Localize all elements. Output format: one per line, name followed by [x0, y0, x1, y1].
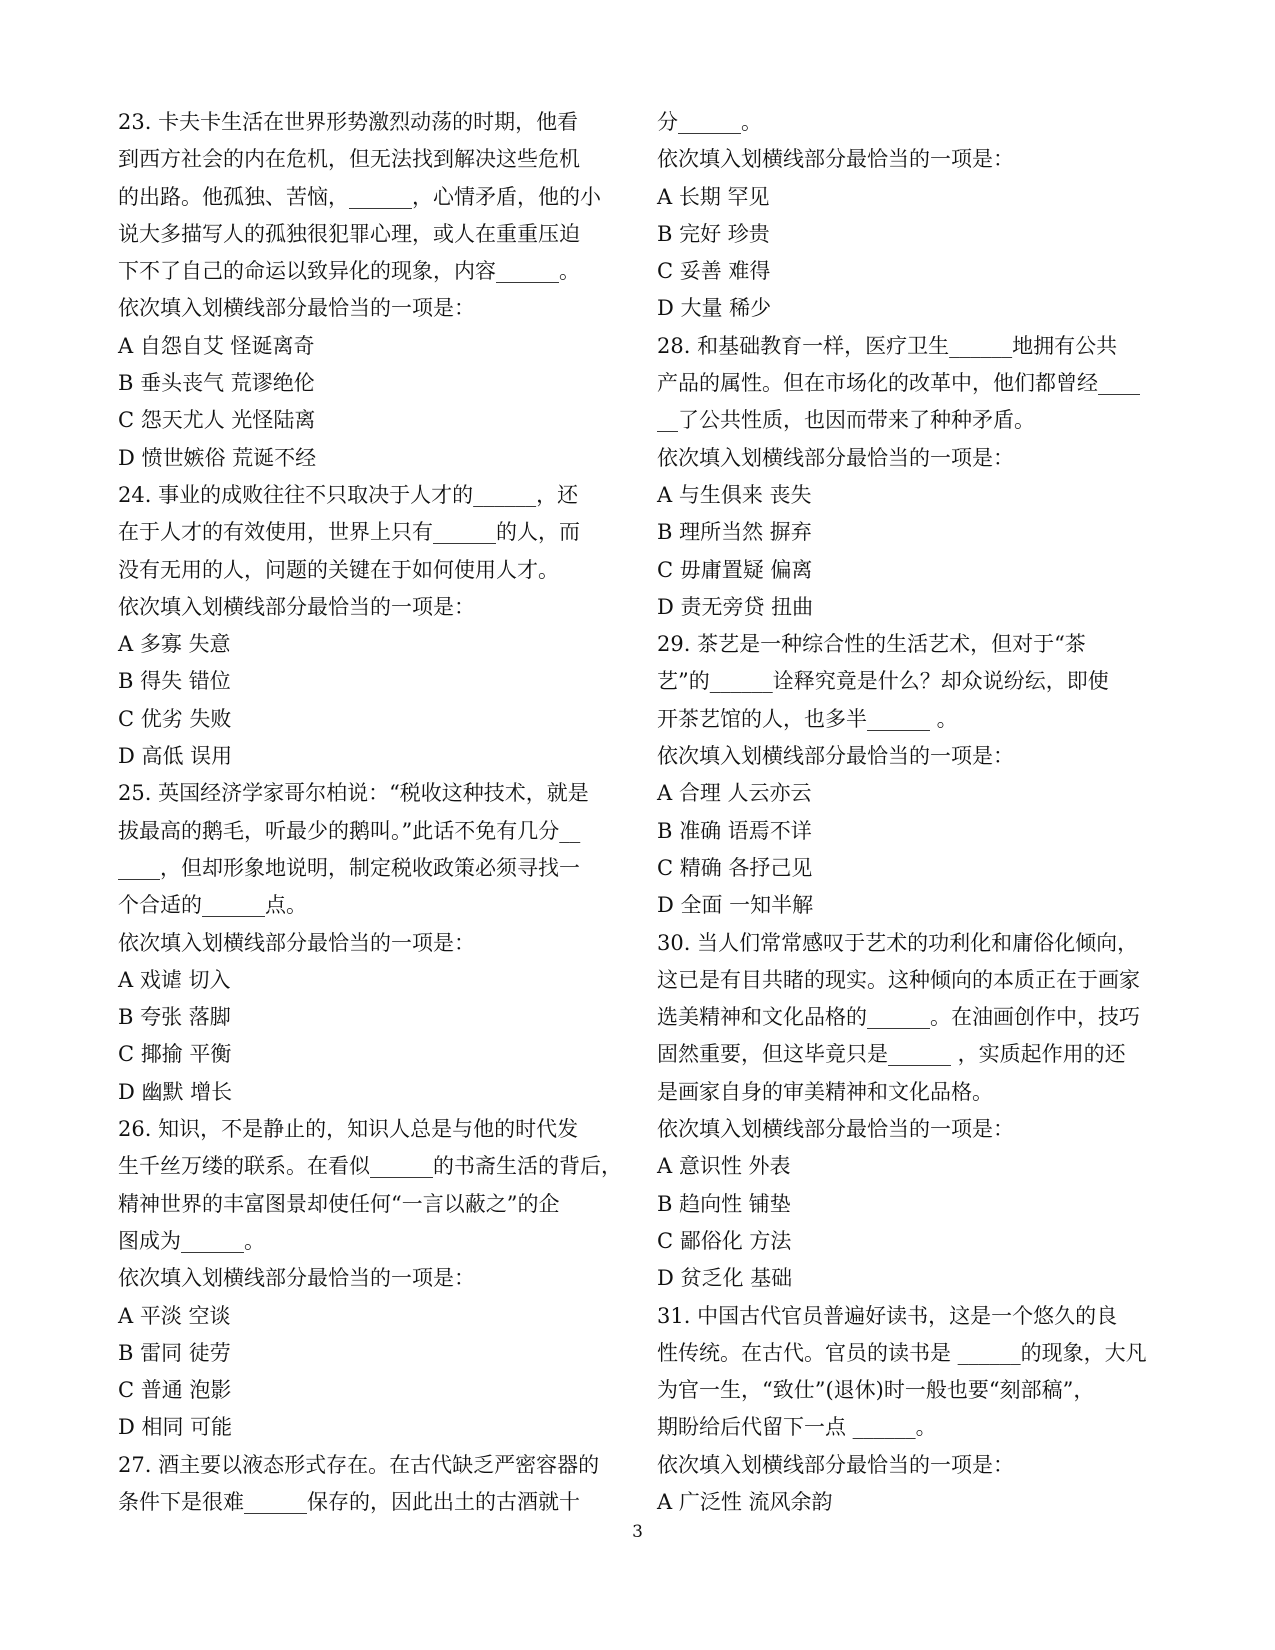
text-line: 这已是有目共睹的现实。这种倾向的本质正在于画家 — [657, 967, 1140, 992]
text-line: 分______。 — [657, 110, 762, 134]
text-line: 艺”的______诠释究竟是什么？却众说纷纭，即使 — [657, 669, 1109, 694]
text-line: A 平淡 空谈 — [118, 1303, 231, 1328]
text-line: B 得失 错位 — [118, 669, 231, 694]
text-line: 下不了自己的命运以致异化的现象，内容______。 — [118, 259, 580, 284]
text-line: 依次填入划横线部分最恰当的一项是： — [118, 930, 475, 955]
text-line: C 怨天尤人 光怪陆离 — [118, 408, 316, 433]
text-line: C 优劣 失败 — [118, 706, 232, 731]
text-line: 没有无用的人，问题的关键在于如何使用人才。 — [118, 557, 559, 582]
text-line: D 贫乏化 基础 — [657, 1266, 793, 1291]
text-line: D 高低 误用 — [118, 744, 233, 769]
text-line: 的出路。他孤独、苦恼，______，心情矛盾，他的小 — [118, 184, 601, 209]
text-line: 依次填入划横线部分最恰当的一项是： — [657, 1452, 1014, 1477]
text-line: 个合适的______点。 — [118, 893, 307, 918]
text-line: 选美精神和文化品格的______。在油画创作中，技巧 — [657, 1005, 1140, 1030]
text-line: A 意识性 外表 — [657, 1154, 791, 1179]
text-line: A 自怨自艾 怪诞离奇 — [118, 333, 315, 358]
page-number: 3 — [632, 1522, 643, 1542]
text-line: 依次填入划横线部分最恰当的一项是： — [657, 445, 1014, 470]
text-line: D 全面 一知半解 — [657, 893, 814, 918]
text-line: 依次填入划横线部分最恰当的一项是： — [657, 1117, 1014, 1142]
text-line: 精神世界的丰富图景却使任何“一言以蔽之”的企 — [118, 1191, 560, 1216]
text-line: 说大多描写人的孤独很犯罪心理，或人在重重压迫 — [118, 221, 580, 246]
text-line: 在于人才的有效使用，世界上只有______的人，而 — [118, 520, 580, 545]
text-line: 23. 卡夫卡生活在世界形势激烈动荡的时期，他看 — [118, 110, 579, 134]
text-line: 29. 茶艺是一种综合性的生活艺术，但对于“茶 — [657, 632, 1086, 657]
text-line: B 理所当然 摒弃 — [657, 520, 812, 545]
text-line: 生千丝万缕的联系。在看似______的书斋生活的背后， — [118, 1154, 622, 1179]
text-line: A 长期 罕见 — [657, 184, 770, 209]
text-line: 开茶艺馆的人，也多半______ 。 — [657, 706, 958, 731]
text-line: 依次填入划横线部分最恰当的一项是： — [118, 1266, 475, 1291]
right-column — [657, 104, 1162, 1521]
text-line: A 戏谑 切入 — [118, 967, 231, 992]
text-line: C 普通 泡影 — [118, 1378, 232, 1403]
left-column — [118, 104, 622, 1521]
text-line: B 完好 珍贵 — [657, 221, 770, 246]
text-line: D 大量 稀少 — [657, 296, 772, 321]
text-line: A 广泛性 流风余韵 — [657, 1489, 833, 1514]
text-line: 24. 事业的成败往往不只取决于人才的______，还 — [118, 482, 579, 507]
text-line: D 幽默 增长 — [118, 1079, 233, 1104]
text-line: C 鄙俗化 方法 — [657, 1228, 792, 1253]
text-line: 图成为______。 — [118, 1228, 265, 1253]
text-line: 为官一生，“致仕”(退休)时一般也要“刻部稿”， — [657, 1378, 1095, 1403]
text-line: A 合理 人云亦云 — [657, 781, 812, 806]
text-line: D 责无旁贷 扭曲 — [657, 594, 814, 619]
text-line: 产品的属性。但在市场化的改革中，他们都曾经____ — [657, 371, 1140, 396]
text-line: A 多寡 失意 — [118, 632, 231, 657]
text-line: C 妥善 难得 — [657, 259, 771, 284]
text-line: 28. 和基础教育一样，医疗卫生______地拥有公共 — [657, 333, 1118, 358]
text-line: 条件下是很难______保存的，因此出土的古酒就十 — [118, 1489, 580, 1514]
text-line: B 趋向性 铺垫 — [657, 1191, 791, 1216]
text-line: 期盼给后代留下一点 ______。 — [657, 1415, 937, 1440]
text-line: __了公共性质，也因而带来了种种矛盾。 — [657, 408, 1035, 433]
text-line: 26. 知识，不是静止的，知识人总是与他的时代发 — [118, 1117, 579, 1142]
text-line: B 雷同 徒劳 — [118, 1340, 231, 1365]
text-line: 依次填入划横线部分最恰当的一项是： — [657, 744, 1014, 769]
text-line: B 垂头丧气 荒谬绝伦 — [118, 371, 315, 396]
text-line: D 愤世嫉俗 荒诞不经 — [118, 445, 317, 470]
text-line: 到西方社会的内在危机，但无法找到解决这些危机 — [118, 147, 580, 172]
text-line: 依次填入划横线部分最恰当的一项是： — [118, 594, 475, 619]
text-line: C 毋庸置疑 偏离 — [657, 557, 813, 582]
text-line: B 夸张 落脚 — [118, 1005, 231, 1030]
text-line: 依次填入划横线部分最恰当的一项是： — [118, 296, 475, 321]
text-line: D 相同 可能 — [118, 1415, 233, 1440]
text-line: 固然重要，但这毕竟只是______ ，实质起作用的还 — [657, 1042, 1126, 1067]
text-line: 依次填入划横线部分最恰当的一项是： — [657, 147, 1014, 172]
text-line: 30. 当人们常常感叹于艺术的功利化和庸俗化倾向， — [657, 930, 1139, 955]
text-line: B 准确 语焉不详 — [657, 818, 812, 843]
text-line: 25. 英国经济学家哥尔柏说：“税收这种技术，就是 — [118, 781, 589, 806]
text-line: 拔最高的鹅毛，听最少的鹅叫。”此话不免有几分__ — [118, 818, 581, 843]
text-line: 27. 酒主要以液态形式存在。在古代缺乏严密容器的 — [118, 1452, 600, 1477]
text-line: 是画家自身的审美精神和文化品格。 — [657, 1079, 993, 1104]
text-line: 31. 中国古代官员普遍好读书，这是一个悠久的良 — [657, 1303, 1118, 1328]
text-line: C 精确 各抒己见 — [657, 855, 813, 880]
text-line: A 与生俱来 丧失 — [657, 482, 812, 507]
text-line: C 揶揄 平衡 — [118, 1042, 232, 1067]
text-line: 性传统。在古代。官员的读书是 ______的现象，大凡 — [657, 1340, 1147, 1365]
text-line: ____，但却形象地说明，制定税收政策必须寻找一 — [118, 855, 580, 880]
